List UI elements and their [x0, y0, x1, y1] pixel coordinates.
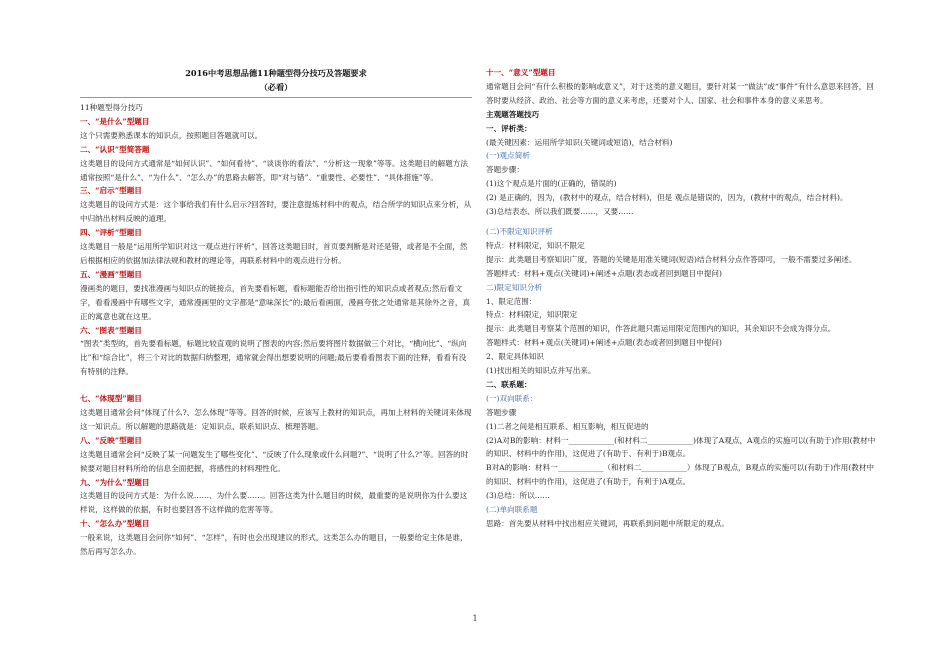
text-line: (2)A对B的影响：材料一____________(和材料二____________)体现了A观点，A观点的实施可以(有助于)作用(教材中的知识、材料中的作用)，这促进了(有助于、有利于)B观点。: [486, 435, 876, 459]
section-paragraph: 这类题目通常会问“体现了什么?、怎么体现”等等。回答的时候，应该写上教材的知识点，再加上材料的关键词来体现这一知识点。所以解题的思路就是：定知识点、联系知识点、梳理答题。: [80, 408, 472, 431]
text-line: B对A的影响：材料一____________（和材料二____________）体现了B观点，B观点的实施可以(有助于)作用(教材中的知识、材料中的作用)，这促进了(有助于，有利于)A观点。: [486, 463, 875, 487]
section-heading: 一、“是什么”型题目: [80, 116, 150, 126]
section-paragraph: 这个只需要熟悉课本的知识点，按照题目答题就可以。: [80, 130, 263, 140]
text-line: (1)二者之间是相互联系、相互影响，相互促进的: [486, 421, 649, 431]
text-line: 提示：此类题目考察某个范围的知识，作答此题只需运用限定范围内的知识，其余知识不会成为得分点。: [486, 324, 836, 334]
main-heading: 主观题答题技巧: [486, 109, 540, 119]
text-line: 答题步骤：: [486, 165, 524, 175]
section-paragraph: 一般来说，这类题目会问你“如何”、“怎样”，有时也会出现建议的形式，这类怎么办的题目，一般要给定主体是谁，然后再写怎么办。: [80, 533, 468, 557]
section-heading: 三、“启示”型题目: [80, 186, 142, 196]
text-line: (3)总结表态、所以我们既要……，又要……: [486, 207, 634, 217]
page-number: 1: [472, 614, 478, 623]
text-line: 思路：首先要从材料中找出相应关键词，再联系到问题中所限定的观点。: [486, 519, 729, 528]
section-paragraph: 这类题目通常会问“反映了某一问题发生了哪些变化”、“反映了什么现象或什么问题?”、“说明了什么?”等。回答的时候要对题目材料所给的信息全面把握，将感性的材料理性化。: [80, 449, 469, 473]
subsection-heading: 一、评析类：: [486, 123, 532, 133]
section-heading: 八、“反映”型题目: [80, 435, 142, 445]
section-heading: 十、“怎么办”型题目: [80, 519, 150, 529]
right-column: [486, 66, 876, 531]
doc-subtitle: （必看）: [259, 82, 293, 92]
section-heading: 二、“认识”型简答题: [80, 144, 150, 154]
subsection-heading: 二、联系题：: [486, 379, 532, 389]
section-heading: 七、“体现型”题目: [80, 394, 142, 404]
section-heading: 四、“评析”型题目: [80, 228, 142, 238]
section-paragraph: 这类题目的设问方式通常是“如何认识”、“如何看待”、“谈谈你的看法”、“分析这一现象”等等。这类题目的解题方法通常按照“是什么”、“为什么”、“怎么办”的思路去解答，即“对与错”、“重要性、必要性”、“具体措施”等。: [80, 158, 468, 182]
title-divider: [80, 97, 472, 98]
section-paragraph: 漫画类的题目，要找准漫画与知识点的链接点，首先要看标题，看标题能否给出指引性的知识点或者观点;然后看文字，看看漫画中有哪些文字，通常漫画里的文字都是“意味深长”的;最后看画面，漫画夸张之处通常是其徐外之音，真正的寓意也就在这里。: [80, 283, 471, 321]
text-line: (2) 是正确的，因为，(教材中的观点，结合材料)，但是 观点是错误的，因为，(教材中的观点，结合材料)。: [486, 193, 848, 203]
text-line: 特点：材料限定，知识限定: [486, 310, 578, 320]
text-line: 2、限定具体知识: [486, 352, 544, 362]
left-column: [80, 66, 472, 559]
intro-heading: 11种题型得分技巧: [80, 103, 143, 112]
doc-title: 2016中考思想品德11种题型得分技巧及答题要求: [185, 68, 367, 78]
text-line: (1)这个观点是片面的(正确的，错误的): [486, 179, 617, 189]
section-heading: 九、“为什么”型题目: [80, 477, 150, 487]
section-heading: 五、“漫画”型题目: [80, 269, 142, 279]
text-line: (1)找出相关的知识点并写出来。: [486, 366, 596, 376]
section-paragraph: 这类题目的设问方式是：这个事给我们有什么启示?回答时，要注意提炼材料中的观点，结合所学的知识点来分析，从中归纳出材料反映的道理。: [80, 200, 472, 224]
sub-subsection-heading: (一)观点简析: [486, 151, 530, 161]
key-factor-text: (最关键因素：运用所学知识(关键词或短语)，结合材料): [486, 137, 673, 147]
section-paragraph: 通常题目会问“有什么积极的影响或意义”，对于这类的意义题目，要针对某一“做法”或“事件”有什么意思来回答，回答时要从经济、政治、社会等方面的意义来考虑，还要对个人、国家、社会和事件本身的意义来思考。: [486, 81, 874, 105]
section-paragraph: “图表”类型的，首先要看标题，标题比较直观的说明了图表的内容;然后要将图片数据做三个对比，“横向比”、“纵向比”和“综合比”，将三个对比的数据归纳整理，通常就会得出想要说明的问题;最后要看看图表下面的注释，看看有没有特别的注释。: [80, 339, 467, 377]
sub-subsection-heading: (一)双向联系：: [486, 393, 538, 403]
text-line: 答题步骤: [486, 407, 517, 417]
text-line: (3)总结：所以……: [486, 491, 550, 501]
spacer: [80, 379, 472, 392]
text-line: 答题样式：材料+观点(关键词)+阐述+点题(表态或者回到题目中提问): [486, 268, 722, 278]
section-heading: 六、“图表”型题目: [80, 325, 142, 335]
text-line: 1、限定范围：: [486, 296, 537, 306]
text-line: 提示：此类题目考察知识广度，答题的关键是用准关键词(短语)结合材料分点作答即可，一般不需要过多阐述。: [486, 254, 857, 264]
section-paragraph: 这类题目的设问方式是：为什么说……、为什么要……。回答这类为什么题目的时候，最重要的是说明你为什么要这样说，这样做的依据，有时也要回答不这样做的危害等等。: [80, 491, 468, 515]
sub-subsection-heading: (二)单向联系题: [486, 505, 538, 515]
text-line: 答题样式：材料+观点(关键词)+阐述+点题(表态或者回到题目中提问): [486, 338, 722, 348]
section-paragraph: 这类题目一般是“运用所学知识对这一观点进行评析”，回答这类题目时，首页要判断是对还是错，或者是不全面，然后根据相应的依据加法律法规和教材的理论等，再联系材料中的观点进行分析。: [80, 242, 468, 265]
sub-subsection-heading: 二)限定知识分析: [486, 282, 543, 292]
text-line: 特点：材料限定，知识不限定: [486, 240, 585, 250]
sub-subsection-heading: (二)不限定知识评析: [486, 226, 553, 236]
section-heading: 十一、“意义”型题目: [486, 68, 556, 77]
